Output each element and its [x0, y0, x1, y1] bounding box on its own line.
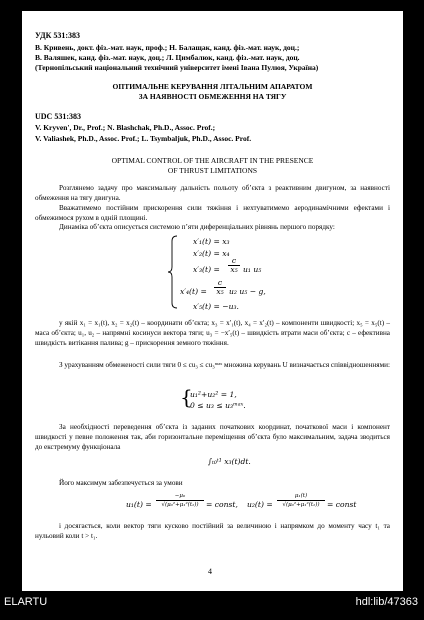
paragraph-2: Вважатимемо постійним прискорення сили тяжіння і нехтуватимемо аеродинамічними ефектами і обмежимося рухом в одній площині. — [35, 204, 390, 222]
u1-rhs: = const, — [206, 500, 238, 509]
udc-en: UDC 531:383 — [35, 112, 81, 121]
paper-page — [22, 11, 403, 591]
u2-fraction — [277, 492, 325, 509]
page-number: 4 — [208, 567, 212, 576]
u1-numerator: −μ₀ — [174, 493, 186, 499]
authors-en-line-1: V. Kryven', Dr., Prof.; N. Blashchak, Ph.D., Assoc. Prof.; — [35, 123, 216, 132]
paragraph-7: Його максимум забезпечується за умови — [59, 479, 183, 487]
equation-4-rhs: u₂ u₅ − g, — [229, 287, 266, 296]
u1-lhs: u₁(t) = — [126, 500, 152, 509]
paragraph-8: і досягається, коли вектор тяги кусково постійний за величиною і напрямком до моменту часу t₁ та нульовий коли t > t₁. — [35, 522, 390, 540]
title-ua-line-2: ЗА НАЯВНОСТІ ОБМЕЖЕННЯ НА ТЯГУ — [138, 92, 287, 101]
authors-ua-line-1: В. Кривень, докт. фіз.-мат. наук, проф.; Н. Балащак, канд. фіз.-мат. наук, доц.; — [35, 43, 300, 52]
footer-handle-link[interactable]: hdl:lib/47363 — [355, 596, 418, 608]
equation-3-lhs: x′₃(t) = — [193, 265, 220, 274]
equation-4-fraction — [214, 279, 226, 296]
paragraph-3: Динаміка об’єкта описується системою п’яти диференціальних рівнянь першого порядку: — [59, 223, 335, 231]
functional: ∫ₜ₀ᵗ¹ x₃(t)dt. — [208, 457, 251, 466]
fraction-numerator: c — [217, 278, 223, 287]
paragraph-6: За необхідності переведення об’єкта із заданих початкових координат, початкової маси і компонент швидкості у певне положення так, аби горизонтальне переміщення об’єкта було максимальним, задача зводиться до екстремуму функціонала — [35, 423, 390, 451]
u2-numerator: μ₁(t) — [294, 493, 308, 499]
equation-3-rhs: u₁ u₅ — [243, 265, 262, 274]
u1-denominator: √(μ₀²+μ₁²(t₁)) — [161, 502, 199, 508]
equation-5: x′₅(t) = −u₃. — [193, 302, 239, 311]
footer-repository-label: ELARTU — [4, 596, 48, 608]
equation-2: x′₂(t) = x₄ — [193, 249, 230, 258]
fraction-denominator: x₅ — [216, 287, 224, 296]
paragraph-1: Розглянемо задачу про максимальну дальність польоту об’єкта з реактивним двигуном, за наявності обмеження на тягу двигуна. — [35, 184, 390, 202]
u2-rhs: = const — [327, 500, 357, 509]
fraction-numerator: c — [231, 256, 237, 265]
udc-ua: УДК 531:383 — [35, 31, 81, 40]
equation-4-lhs: x′₄(t) = — [180, 287, 207, 296]
authors-ua-line-2: В. Валяшек, канд. фіз.-мат. наук, доц.; Л. Цимбалюк, канд. фіз.-мат. наук, доц. — [35, 53, 300, 62]
paragraph-5: З урахуванням обмеженості сили тяги 0 ≤ cu₃ ≤ cu₃ᵐᵃˣ множина керувань U визначається співвідношеннями: — [59, 361, 390, 369]
title-ua-line-1: ОПТИМАЛЬНЕ КЕРУВАННЯ ЛІТАЛЬНИМ АПАРАТОМ — [112, 82, 313, 91]
equation-3-fraction — [228, 257, 240, 274]
affiliation-ua: (Тернопільський національний технічний університет імені Івана Пулюя, Україна) — [35, 63, 319, 72]
constraint-2: 0 ≤ u₃ ≤ u₃ᵐᵃˣ. — [190, 401, 246, 410]
system-brace — [168, 235, 178, 309]
u2-lhs: u₂(t) = — [247, 500, 273, 509]
paragraph-4: у якій x₁ = x₁(t), x₂ = x₂(t) – координати об’єкта; x₃ = x′₁(t), x₄ = x′₂(t) – компоненти швидкості; x₅ = x₅(t) – маса об’єкта; u₁, u₂ – напрямні косинуси вектора тяги; u₃ = −x′₅(t) – швидкість втрати маси об’єкта; c – ефективна швидкість витікання палива; g – прискорення земного тяжіння. — [35, 319, 390, 347]
constraints-brace: { — [180, 385, 193, 409]
constraint-1: u₁²+u₂² = 1, — [190, 390, 237, 399]
u2-denominator: √(μ₀²+μ₁²(t₁)) — [282, 502, 320, 508]
title-en-line-2: OF THRUST LIMITATIONS — [167, 166, 258, 175]
u1-fraction — [156, 492, 204, 509]
authors-en-line-2: V. Valiashek, Ph.D., Assoc. Prof.; L. Tsymbaljuk, Ph.D., Assoc. Prof. — [35, 134, 252, 143]
equation-1: x′₁(t) = x₃ — [193, 237, 230, 246]
title-en-line-1: OPTIMAL CONTROL OF THE AIRCRAFT IN THE PRESENCE — [111, 156, 314, 165]
fraction-denominator: x₅ — [230, 265, 238, 274]
